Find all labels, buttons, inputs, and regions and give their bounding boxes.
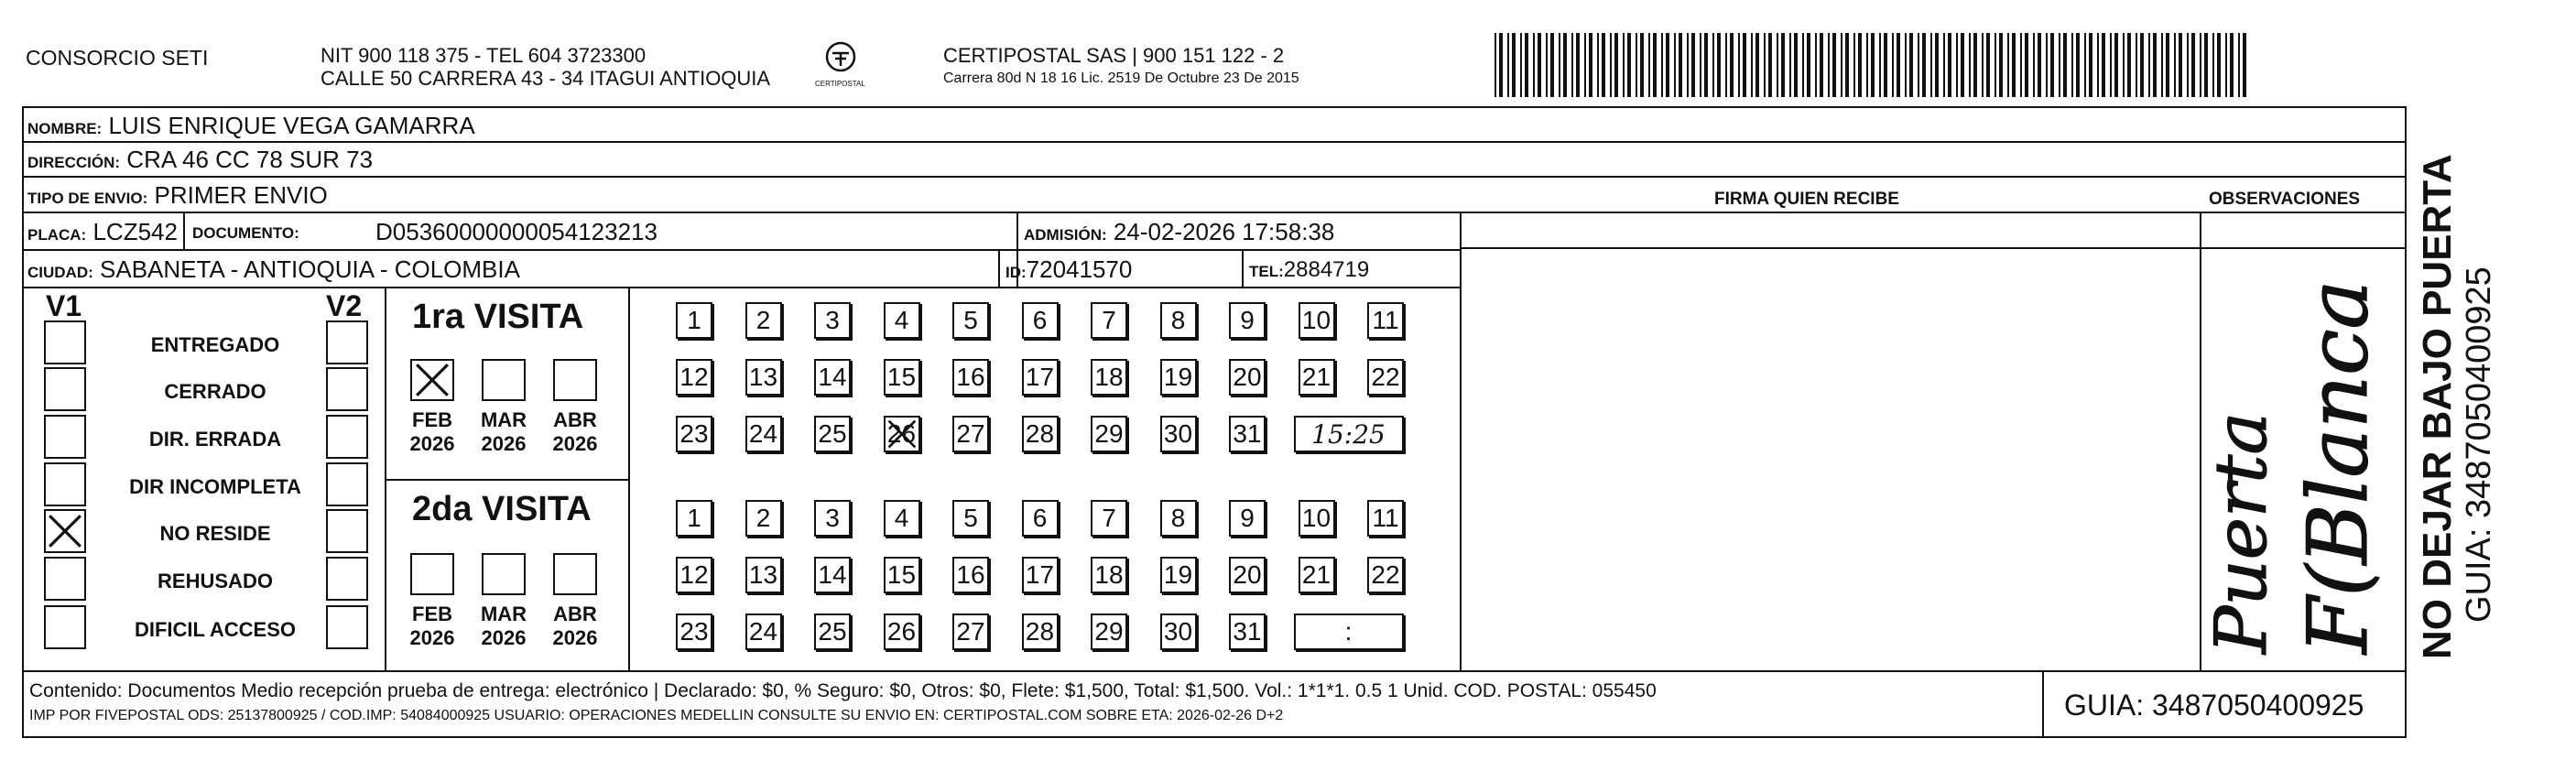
day-box[interactable] bbox=[676, 359, 712, 396]
barcode bbox=[1495, 33, 2255, 97]
day-box[interactable] bbox=[1229, 500, 1266, 537]
day-box[interactable] bbox=[884, 500, 920, 537]
v1-checkbox[interactable] bbox=[44, 320, 86, 364]
day-number: 7 bbox=[1102, 504, 1116, 532]
certipostal-license: Carrera 80d N 18 16 Lic. 2519 De Octubre 23 De 2015 bbox=[943, 71, 1299, 86]
certipostal-logo-icon bbox=[822, 40, 859, 77]
v1-checkbox[interactable] bbox=[44, 415, 86, 459]
day-number: 12 bbox=[679, 363, 709, 391]
tel-value: 2884719 bbox=[1283, 257, 1370, 282]
documento-value: D05360000000054123213 bbox=[375, 218, 658, 245]
day-number: 6 bbox=[1032, 504, 1048, 532]
day-number: 13 bbox=[748, 560, 778, 589]
day-box[interactable] bbox=[1367, 302, 1404, 339]
day-box[interactable] bbox=[952, 302, 989, 339]
day-number: 11 bbox=[1372, 306, 1399, 334]
day-box[interactable] bbox=[1299, 557, 1335, 593]
v1-checkbox[interactable] bbox=[44, 367, 86, 411]
day-number: 14 bbox=[818, 560, 847, 589]
day-number: 10 bbox=[1301, 306, 1331, 334]
status-option-label: CERRADO bbox=[164, 380, 266, 403]
tel-label: TEL: bbox=[1249, 263, 1284, 280]
v2-checkbox[interactable] bbox=[326, 509, 368, 553]
day-number: 20 bbox=[1233, 560, 1262, 589]
visit-time: : bbox=[1344, 617, 1353, 646]
day-box[interactable] bbox=[1160, 302, 1197, 339]
admision-value: 24-02-2026 17:58:38 bbox=[1113, 218, 1335, 245]
month-label: FEB bbox=[412, 408, 452, 431]
day-number: 24 bbox=[748, 419, 778, 448]
day-number: 25 bbox=[818, 419, 847, 448]
day-box[interactable] bbox=[1091, 614, 1127, 650]
v2-checkbox[interactable] bbox=[326, 415, 368, 459]
day-box[interactable] bbox=[1022, 557, 1059, 593]
day-number: 5 bbox=[963, 504, 978, 532]
day-box[interactable] bbox=[952, 359, 989, 396]
time-box[interactable] bbox=[1294, 416, 1404, 452]
day-box[interactable] bbox=[1160, 614, 1197, 650]
day-box[interactable] bbox=[1091, 416, 1127, 452]
day-box[interactable] bbox=[814, 614, 851, 650]
day-box[interactable] bbox=[814, 416, 851, 452]
v1-checkbox[interactable] bbox=[44, 605, 86, 649]
day-number: 19 bbox=[1163, 363, 1193, 391]
v1-checkbox[interactable] bbox=[44, 557, 86, 601]
direccion-label: DIRECCIÓN: bbox=[27, 154, 121, 171]
day-number: 22 bbox=[1371, 363, 1400, 391]
day-box[interactable] bbox=[1367, 557, 1404, 593]
day-box[interactable] bbox=[952, 500, 989, 537]
month-label: MAR bbox=[480, 408, 527, 431]
no-dejar-bajo-puerta: NO DEJAR BAJO PUERTA bbox=[2415, 154, 2460, 659]
day-number: 23 bbox=[679, 419, 709, 448]
day-number: 15 bbox=[886, 560, 917, 589]
form-frame bbox=[22, 106, 2407, 672]
handwritten-observation bbox=[2201, 242, 2403, 668]
day-number: 11 bbox=[1372, 504, 1399, 532]
day-number: 19 bbox=[1163, 560, 1193, 589]
day-box[interactable] bbox=[1022, 359, 1059, 396]
day-number: 15 bbox=[886, 363, 917, 391]
year-label: 2026 bbox=[409, 626, 455, 649]
v2-checkbox[interactable] bbox=[326, 462, 368, 506]
year-label: 2026 bbox=[481, 626, 527, 649]
day-number: 10 bbox=[1301, 504, 1331, 532]
tipo-envio-value: PRIMER ENVIO bbox=[154, 181, 328, 209]
v2-checkbox[interactable] bbox=[326, 605, 368, 649]
day-box[interactable] bbox=[1299, 500, 1335, 537]
footer-content-line: Contenido: Documentos Medio recepción prueba de entrega: electrónico | Declarado: $0, % Seguro: $0, Otros: $0, Flete: $1,500, Total: $1,500. Vol.: 1*1*1. 0.5 1 Unid. COD. POSTAL: 055450 bbox=[29, 680, 1657, 701]
placa-label: PLACA: bbox=[27, 226, 87, 244]
certipostal-title: CERTIPOSTAL SAS | 900 151 122 - 2 bbox=[943, 44, 1285, 67]
day-box[interactable] bbox=[745, 359, 782, 396]
footer-guia: GUIA: 3487050400925 bbox=[2064, 689, 2364, 722]
day-box[interactable] bbox=[884, 614, 920, 650]
day-box[interactable] bbox=[1022, 416, 1059, 452]
v2-checkbox[interactable] bbox=[326, 557, 368, 601]
status-option-label: REHUSADO bbox=[158, 570, 273, 592]
day-box[interactable] bbox=[1299, 302, 1335, 339]
tipo-envio-label: TIPO DE ENVIO: bbox=[27, 190, 148, 207]
company-address: CALLE 50 CARRERA 43 - 34 ITAGUI ANTIOQUIA bbox=[321, 67, 771, 90]
day-box[interactable] bbox=[745, 557, 782, 593]
month-label: MAR bbox=[480, 603, 527, 625]
month-checkbox[interactable] bbox=[410, 359, 454, 401]
status-option-label: NO RESIDE bbox=[159, 522, 271, 545]
status-option-label: DIFICIL ACCESO bbox=[134, 618, 296, 641]
day-number: 30 bbox=[1163, 419, 1193, 448]
day-box[interactable] bbox=[1091, 557, 1127, 593]
nombre-value: LUIS ENRIQUE VEGA GAMARRA bbox=[108, 112, 475, 139]
first-visit-title: 1ra VISITA bbox=[412, 298, 584, 336]
day-box[interactable] bbox=[1022, 302, 1059, 339]
day-box[interactable] bbox=[1091, 359, 1127, 396]
day-box[interactable] bbox=[1299, 359, 1335, 396]
day-number: 18 bbox=[1094, 560, 1124, 589]
day-number: 13 bbox=[748, 363, 778, 391]
month-label: FEB bbox=[412, 603, 452, 625]
year-label: 2026 bbox=[552, 432, 598, 455]
day-box[interactable] bbox=[676, 500, 712, 537]
day-box[interactable] bbox=[952, 416, 989, 452]
day-box[interactable] bbox=[814, 500, 851, 537]
v1-checkbox[interactable] bbox=[44, 509, 86, 553]
year-label: 2026 bbox=[409, 432, 455, 455]
day-number: 21 bbox=[1301, 363, 1331, 391]
day-number: 9 bbox=[1240, 306, 1255, 334]
day-box[interactable] bbox=[676, 557, 712, 593]
day-number: 16 bbox=[956, 560, 985, 589]
company-name: CONSORCIO SETI bbox=[26, 46, 209, 70]
time-box[interactable] bbox=[1294, 614, 1404, 650]
day-box[interactable] bbox=[1229, 416, 1266, 452]
side-guia: GUIA: 3487050400925 bbox=[2460, 266, 2498, 623]
day-box[interactable] bbox=[1229, 614, 1266, 650]
id-value: 72041570 bbox=[1026, 255, 1133, 283]
day-box[interactable] bbox=[1160, 416, 1197, 452]
v2-checkbox[interactable] bbox=[326, 367, 368, 411]
observaciones-label: OBSERVACIONES bbox=[2209, 190, 2361, 209]
day-number: 12 bbox=[679, 560, 709, 589]
day-number: 31 bbox=[1233, 419, 1262, 448]
month-checkbox[interactable] bbox=[482, 359, 526, 401]
year-label: 2026 bbox=[481, 432, 527, 455]
ciudad-label: CIUDAD: bbox=[27, 264, 93, 281]
day-number: 28 bbox=[1025, 617, 1055, 646]
day-box[interactable] bbox=[1367, 359, 1404, 396]
day-number: 27 bbox=[956, 617, 985, 646]
day-number: 7 bbox=[1102, 306, 1116, 334]
day-number: 17 bbox=[1025, 363, 1055, 391]
day-number: 16 bbox=[956, 363, 985, 391]
day-box[interactable] bbox=[745, 500, 782, 537]
day-number: 8 bbox=[1170, 306, 1186, 334]
v2-label: V2 bbox=[326, 289, 363, 322]
status-option-label: ENTREGADO bbox=[150, 333, 280, 356]
month-checkbox[interactable] bbox=[553, 359, 597, 401]
admision-label: ADMISIÓN: bbox=[1024, 226, 1107, 244]
day-number: 14 bbox=[818, 363, 847, 391]
day-box[interactable] bbox=[1160, 557, 1197, 593]
day-box[interactable] bbox=[1160, 500, 1197, 537]
second-visit-title: 2da VISITA bbox=[412, 490, 592, 528]
day-number: 2 bbox=[755, 504, 771, 532]
placa-value: LCZ542 bbox=[92, 218, 178, 245]
day-number: 29 bbox=[1094, 419, 1124, 448]
day-box[interactable] bbox=[745, 416, 782, 452]
day-number: 1 bbox=[687, 306, 701, 334]
nit-tel: NIT 900 118 375 - TEL 604 3723300 bbox=[321, 44, 647, 67]
v1-label: V1 bbox=[46, 289, 82, 322]
visit-time: 15:25 bbox=[1311, 418, 1386, 450]
day-number: 1 bbox=[687, 504, 701, 532]
day-box[interactable] bbox=[1091, 302, 1127, 339]
day-number: 25 bbox=[818, 617, 847, 646]
day-box[interactable] bbox=[814, 359, 851, 396]
day-number: 5 bbox=[963, 306, 978, 334]
day-number: 18 bbox=[1094, 363, 1124, 391]
day-number: 29 bbox=[1094, 617, 1124, 646]
day-number: 4 bbox=[894, 306, 909, 334]
year-label: 2026 bbox=[552, 626, 598, 649]
day-number: 30 bbox=[1163, 617, 1193, 646]
day-number: 26 bbox=[886, 419, 917, 448]
day-number: 6 bbox=[1032, 306, 1048, 334]
day-box[interactable] bbox=[676, 614, 712, 650]
day-box[interactable] bbox=[676, 416, 712, 452]
day-box[interactable] bbox=[814, 302, 851, 339]
month-label: ABR bbox=[553, 603, 597, 625]
documento-label: DOCUMENTO: bbox=[192, 224, 299, 242]
firma-label: FIRMA QUIEN RECIBE bbox=[1714, 190, 1899, 209]
day-box[interactable] bbox=[1229, 557, 1266, 593]
day-number: 26 bbox=[886, 617, 917, 646]
day-box[interactable] bbox=[952, 557, 989, 593]
day-box[interactable] bbox=[884, 416, 920, 452]
day-number: 20 bbox=[1233, 363, 1262, 391]
day-box[interactable] bbox=[1229, 359, 1266, 396]
month-checkbox[interactable] bbox=[553, 553, 597, 595]
day-number: 4 bbox=[894, 504, 909, 532]
footer-imp-line: IMP POR FIVEPOSTAL ODS: 25137800925 / COD.IMP: 54084000925 USUARIO: OPERACIONES MEDELLIN CONSULTE SU ENVIO EN: CERTIPOSTAL.COM SOBRE ETA: 2026-02-26 D+2 bbox=[29, 708, 1284, 723]
status-option-label: DIR. ERRADA bbox=[148, 428, 282, 451]
day-number: 9 bbox=[1240, 504, 1255, 532]
day-box[interactable] bbox=[1022, 614, 1059, 650]
day-box[interactable] bbox=[884, 557, 920, 593]
day-number: 31 bbox=[1233, 617, 1262, 646]
id-label: ID: bbox=[1005, 264, 1027, 281]
day-number: 22 bbox=[1371, 560, 1400, 589]
handwriting-line1: Puerta bbox=[2201, 411, 2283, 654]
direccion-value: CRA 46 CC 78 SUR 73 bbox=[126, 146, 374, 173]
day-number: 3 bbox=[825, 306, 840, 334]
day-number: 2 bbox=[755, 306, 771, 334]
day-box[interactable] bbox=[952, 614, 989, 650]
day-number: 3 bbox=[825, 504, 840, 532]
ciudad-value: SABANETA - ANTIOQUIA - COLOMBIA bbox=[100, 255, 520, 283]
day-box[interactable] bbox=[1160, 359, 1197, 396]
nombre-label: NOMBRE: bbox=[27, 120, 103, 137]
day-number: 17 bbox=[1025, 560, 1055, 589]
day-box[interactable] bbox=[814, 557, 851, 593]
handwriting-line2: F(Blanca bbox=[2290, 279, 2386, 654]
day-box[interactable] bbox=[1367, 500, 1404, 537]
month-checkbox[interactable] bbox=[410, 553, 454, 595]
v1-checkbox[interactable] bbox=[44, 462, 86, 506]
day-number: 28 bbox=[1025, 419, 1055, 448]
day-number: 8 bbox=[1170, 504, 1186, 532]
day-box[interactable] bbox=[745, 614, 782, 650]
day-number: 24 bbox=[748, 617, 778, 646]
day-number: 23 bbox=[679, 617, 709, 646]
day-box[interactable] bbox=[884, 302, 920, 339]
day-box[interactable] bbox=[1091, 500, 1127, 537]
v2-checkbox[interactable] bbox=[326, 320, 368, 364]
day-box[interactable] bbox=[676, 302, 712, 339]
day-box[interactable] bbox=[1229, 302, 1266, 339]
status-option-label: DIR INCOMPLETA bbox=[129, 475, 301, 498]
month-checkbox[interactable] bbox=[482, 553, 526, 595]
day-box[interactable] bbox=[745, 302, 782, 339]
day-number: 21 bbox=[1301, 560, 1331, 589]
day-box[interactable] bbox=[1022, 500, 1059, 537]
day-box[interactable] bbox=[884, 359, 920, 396]
month-label: ABR bbox=[553, 408, 597, 431]
logo-text: CERTIPOSTAL bbox=[815, 80, 865, 88]
day-number: 27 bbox=[956, 419, 985, 448]
